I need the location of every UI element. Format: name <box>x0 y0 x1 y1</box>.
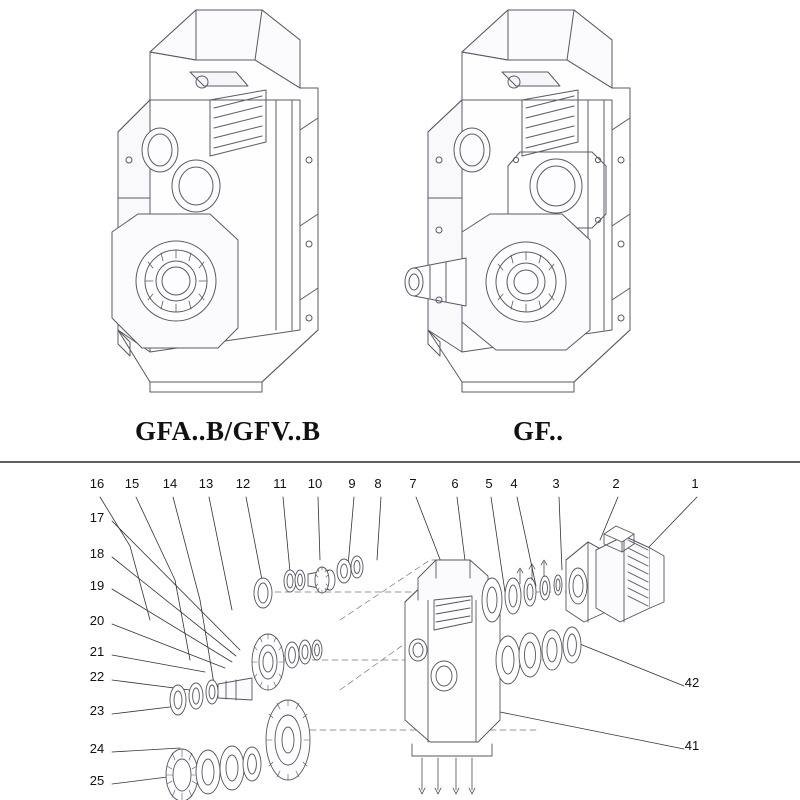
caption-left-model: GFA..B/GFV..B <box>135 416 321 446</box>
callout-top-7: 7 <box>409 476 417 491</box>
callout-left-18: 18 <box>89 546 105 561</box>
callout-top-5: 5 <box>485 476 493 491</box>
caption-right-model: GF.. <box>513 416 564 446</box>
callout-right-41: 41 <box>684 738 700 753</box>
callout-left-22: 22 <box>89 669 105 684</box>
callout-top-8: 8 <box>374 476 382 491</box>
callout-left-19: 19 <box>89 578 105 593</box>
callout-left-24: 24 <box>89 741 105 756</box>
callout-top-6: 6 <box>451 476 459 491</box>
callout-left-21: 21 <box>89 644 105 659</box>
callout-top-1: 1 <box>691 476 699 491</box>
callout-right-42: 42 <box>684 675 700 690</box>
callout-top-13: 13 <box>198 476 214 491</box>
callout-top-4: 4 <box>510 476 518 491</box>
callout-left-25: 25 <box>89 773 105 788</box>
callout-top-12: 12 <box>235 476 251 491</box>
callout-top-14: 14 <box>162 476 178 491</box>
callout-top-3: 3 <box>552 476 560 491</box>
callout-left-17: 17 <box>89 510 105 525</box>
callout-top-10: 10 <box>307 476 323 491</box>
callout-top-2: 2 <box>612 476 620 491</box>
callout-left-20: 20 <box>89 613 105 628</box>
callout-top-11: 11 <box>273 476 287 491</box>
callout-top-9: 9 <box>348 476 356 491</box>
callout-left-23: 23 <box>89 703 105 718</box>
callout-top-15: 15 <box>124 476 140 491</box>
callout-top-16: 16 <box>89 476 105 491</box>
